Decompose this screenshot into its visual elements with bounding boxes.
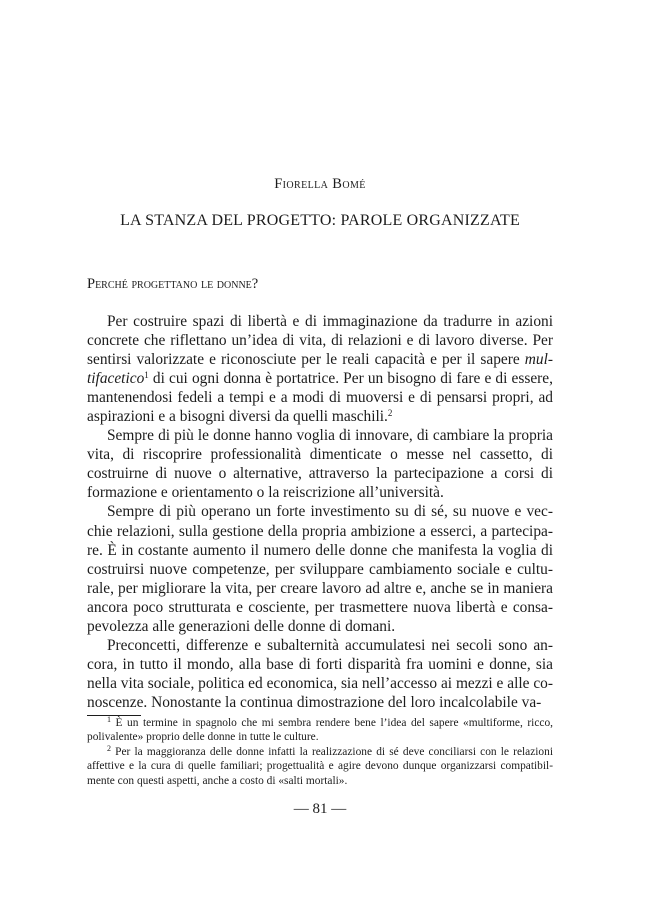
paragraph-1 xyxy=(87,312,553,426)
paragraph-4: Preconcetti, differenze e subalternità accumulatesi nei secoli sono ancora, in tutto il mondo, alla base di forti disparità fra uomini e donne, sia nella vita sociale, politica ed economica, sia nell’accesso ai mezzi e alle conoscenze. Nonostante la continua dimostrazione del loro incalcolabile va- xyxy=(87,636,553,711)
footnote-ref-1: 1 xyxy=(144,370,149,381)
footnote-2-text: Per la maggioranza delle donne infatti la realizzazione di sé deve conciliarsi con le relazioni affettive e la cura di quelle familiari; progettualità e agire devono dunque organizzarsi compatibilmente con questi aspetti, anche a costo di «salti mortali». xyxy=(87,745,553,787)
italic-term: multifacetico xyxy=(87,351,553,388)
paragraph-2: Sempre di più le donne hanno voglia di innovare, di cambiare la propria vita, di riscoprire professionalità dimenticate o messe nel cassetto, di costruirne di nuove o alternative, attraverso la partecipazione a corsi di formazione e orientamento o la reiscrizione all’università. xyxy=(87,427,553,502)
author-name: Fiorella Bomé xyxy=(274,176,366,192)
footnote-2-mark: 2 xyxy=(107,743,111,753)
footnote-1-text: È un termine in spagnolo che mi sembra rendere bene l’idea del sapere «multiforme, ricco, polivalente» proprio delle donne in tutte le culture. xyxy=(87,717,553,744)
body-text xyxy=(87,312,553,712)
section-heading: Perché progettano le donne? xyxy=(87,276,259,292)
chapter-title: LA STANZA DEL PROGETTO: PAROLE ORGANIZZATE xyxy=(120,212,520,229)
footnote-2 xyxy=(87,745,553,788)
paragraph-3: Sempre di più operano un forte investimento su di sé, su nuove e vecchie relazioni, sulla gestione della propria ambizione a esserci, a partecipare. È in costante aumento il numero delle donne che manifesta la voglia di costruirsi nuove competenze, per sviluppare cambiamento sociale e culturale, per migliorare la vita, per creare lavoro ad altre e, anche se in maniera ancora poco strutturata e cosciente, per trasmettere nuova libertà e consapevolezza alle generazioni delle donne di domani. xyxy=(87,503,553,635)
paragraph-1-text-a: Per costruire spazi di libertà e di immaginazione da tradurre in azioni concrete che riflettano un’idea di vita, di relazioni e di lavoro diverse. Per sentirsi valorizzate e riconosciute per le reali capacità e per il sapere xyxy=(87,313,553,369)
page-number: — 81 — xyxy=(293,801,347,817)
footnote-1-mark: 1 xyxy=(107,715,111,724)
footnotes xyxy=(87,716,553,788)
footnote-1 xyxy=(87,716,553,745)
footnote-ref-2: 2 xyxy=(387,408,393,419)
paragraph-1-text-b: di cui ogni donna è portatrice. Per un bisogno di fare e di essere, mantenendosi fedeli a tempi e a modi di muoversi e di pensarsi propri, ad aspirazioni e a bisogni diversi da quelli maschili. xyxy=(87,370,553,426)
